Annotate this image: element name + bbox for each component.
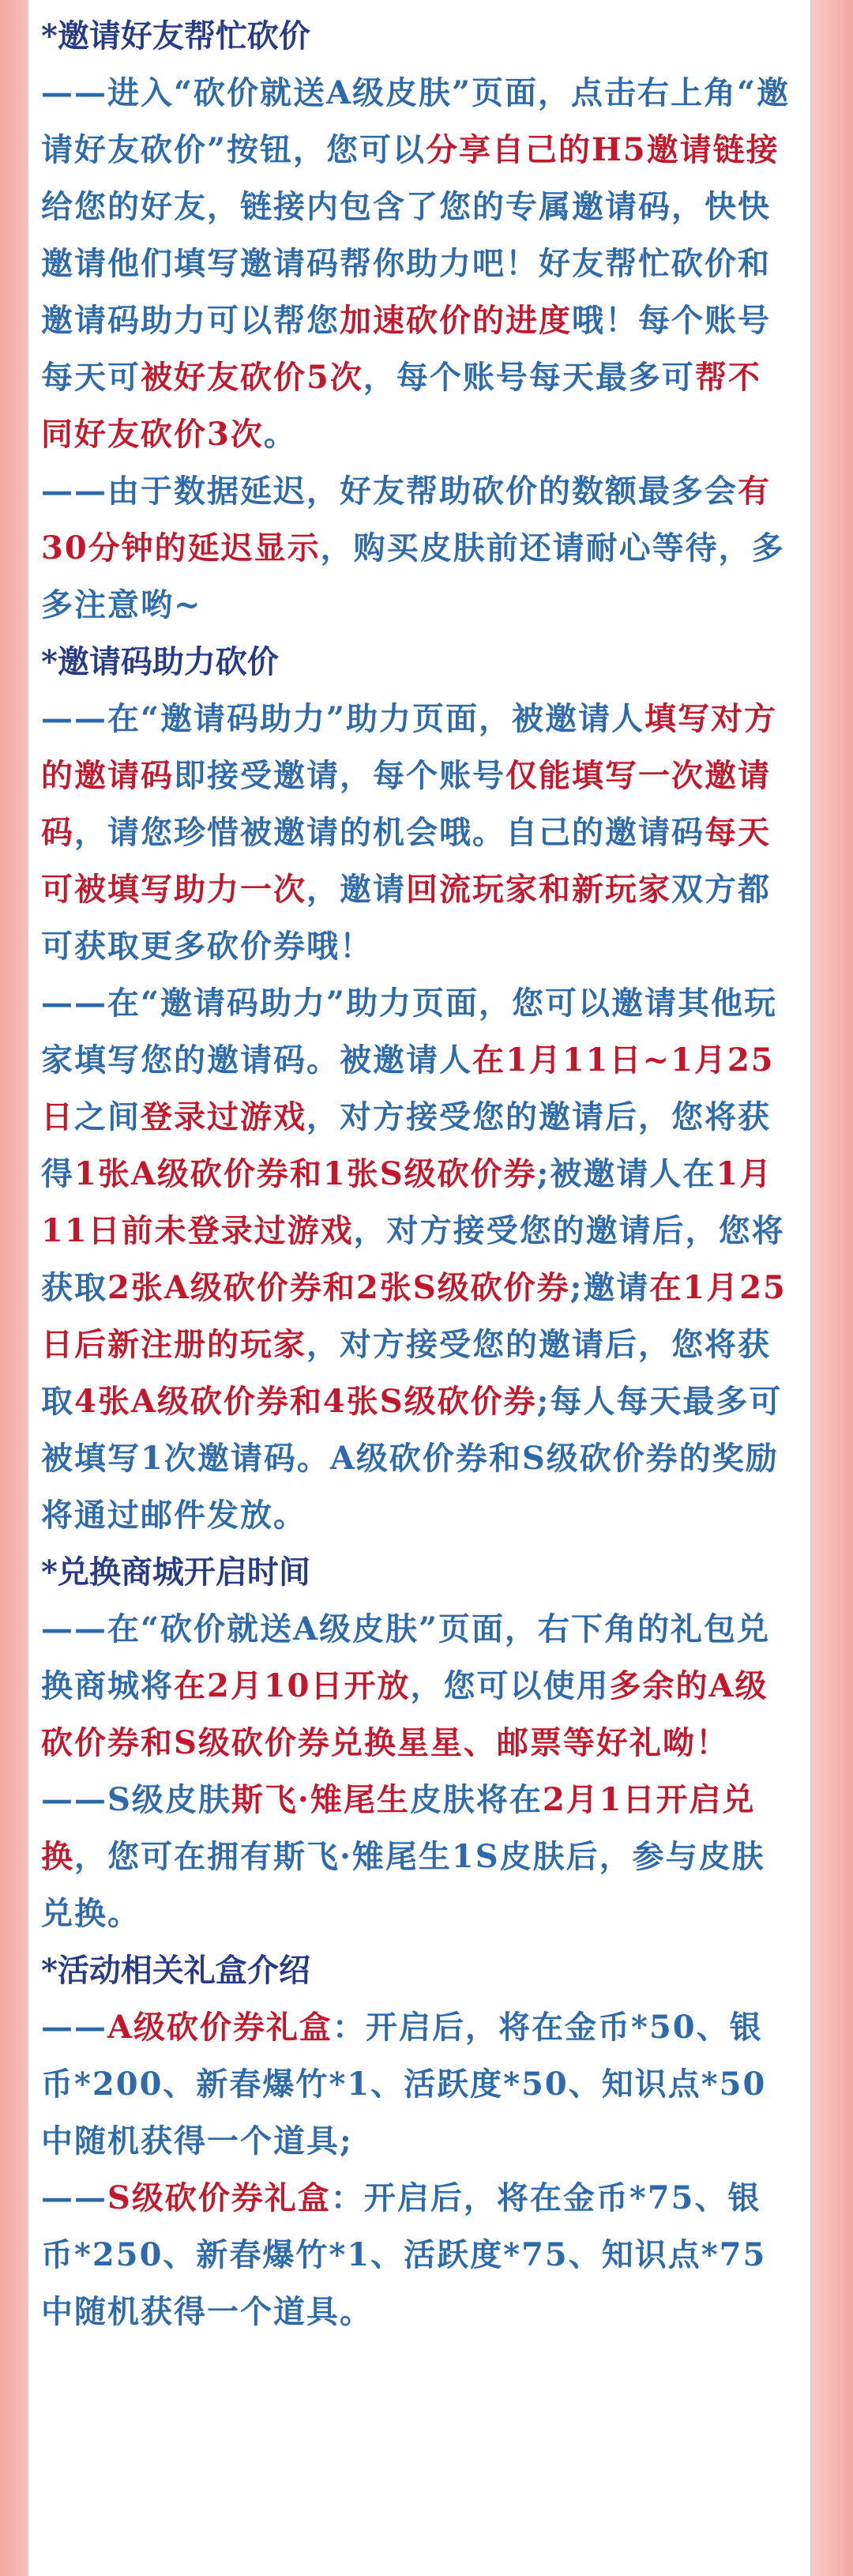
text-run: ，您可在拥有斯飞·雉尾生1S皮肤后，参与皮肤兑换。 (41, 1838, 765, 1932)
highlight-text: 登录过游戏 (141, 1098, 306, 1135)
text-run: ;每人每天最多可被填写1次邀请码。A级砍价券和S级砍价券的奖励将通过邮件发放。 (41, 1383, 783, 1534)
highlight-text: A级砍价券礼盒 (107, 2009, 333, 2046)
text-run: 哦！每个账号每天可 (41, 302, 771, 396)
highlight-text: 回流玩家和新玩家 (406, 871, 671, 908)
content-panel (27, 0, 812, 2576)
text-run: ，您可以使用 (410, 1667, 610, 1704)
highlight-text: 在1月25日后新注册的玩家 (41, 1269, 787, 1363)
highlight-text: 有30分钟的延迟显示 (41, 473, 771, 567)
text-run: 之间 (74, 1098, 141, 1135)
paragraph (41, 1999, 793, 2170)
highlight-text: 2张A级砍价券和2张S级砍价券 (107, 1269, 570, 1306)
text-run: ——在“邀请码助力”助力页面，被邀请人 (41, 700, 645, 737)
text-run: ，每个账号每天最多可 (363, 359, 695, 396)
text-run: —— (41, 2179, 107, 2216)
text-run: 皮肤将在 (409, 1781, 543, 1818)
paragraph (41, 65, 793, 463)
text-run: 双方都可获取更多砍价券哦！ (41, 871, 771, 965)
text-run: —— (41, 2009, 107, 2046)
highlight-text: 在2月10日开放 (174, 1667, 411, 1704)
text-run: ，对方接受您的邀请后，您将获取 (41, 1326, 771, 1420)
highlight-text: 加速砍价的进度 (340, 302, 572, 339)
highlight-text: 分享自己的H5邀请链接 (426, 131, 780, 168)
section-heading-gift-boxes: *活动相关礼盒介绍 (41, 1952, 310, 1989)
section-heading-exchange-shop: *兑换商城开启时间 (41, 1554, 310, 1591)
highlight-text: 1张A级砍价券和1张S级砍价券 (74, 1155, 537, 1192)
text-run: ，邀请 (306, 871, 406, 908)
text-run: ——S级皮肤 (41, 1781, 231, 1818)
highlight-text: 被好友砍价5次 (141, 359, 363, 396)
text-run: 即接受邀请，每个账号 (174, 757, 505, 794)
highlight-text: 多余的A级砍价券和S级砍价券兑换星星、邮票等好礼呦！ (41, 1667, 768, 1761)
text-run: ;邀请 (569, 1269, 650, 1306)
text-run: ，购买皮肤前还请耐心等待，多多注意哟~ (41, 529, 785, 623)
section-heading-invite-code: *邀请码助力砍价 (41, 643, 279, 680)
highlight-text: 仅能填写一次邀请码 (41, 757, 771, 851)
section-heading-invite-friends: *邀请好友帮忙砍价 (41, 17, 310, 55)
paragraph (41, 1772, 793, 1942)
highlight-text: 每天可被填写助力一次 (41, 814, 771, 908)
paragraph (41, 691, 793, 975)
text-run: ，对方接受您的邀请后，您将获得 (41, 1098, 771, 1192)
text-run: ，对方接受您的邀请后，您将获取 (41, 1212, 785, 1306)
text-run: ——在“邀请码助力”助力页面，您可以邀请其他玩家填写您的邀请码。被邀请人 (41, 985, 778, 1079)
text-run: ;被邀请人在 (536, 1155, 716, 1192)
text-run: ，请您珍惜被邀请的机会哦。自己的邀请码 (74, 814, 705, 851)
text-run: ——进入“砍价就送A级皮肤”页面，点击右上角“邀请好友砍价”按钮，您可以 (41, 74, 791, 168)
highlight-text: 在1月11日~1月25日 (41, 1041, 775, 1135)
paragraph (41, 2170, 793, 2341)
text-run: ：开启后，将在金币*50、银币*200、新春爆竹*1、活跃度*50、知识点*50中随机获得一个道具; (41, 2009, 767, 2160)
highlight-text: S级砍价券礼盒 (107, 2179, 331, 2216)
text-run: ：开启后，将在金币*75、银币*250、新春爆竹*1、活跃度*75、知识点*75中随机获得一个道具。 (41, 2179, 767, 2330)
text-run: 。 (263, 416, 297, 453)
highlight-text: 1月11日前未登录过游戏 (41, 1155, 773, 1249)
text-run: ——由于数据延迟，好友帮助砍价的数额最多会 (41, 473, 738, 510)
highlight-text: 填写对方的邀请码 (41, 700, 778, 794)
highlight-text: 斯飞·雉尾生 (231, 1781, 410, 1818)
highlight-text: 4张A级砍价券和4张S级砍价券 (74, 1383, 537, 1420)
highlight-text: 帮不同好友砍价3次 (41, 359, 761, 453)
paragraph (41, 975, 793, 1544)
highlight-text: 2月1日开启兑换 (41, 1781, 756, 1875)
text-run: ——在“砍价就送A级皮肤”页面，右下角的礼包兑换商城将 (41, 1610, 771, 1704)
paragraph (41, 463, 793, 634)
paragraph (41, 1601, 793, 1772)
text-run: 给您的好友，链接内包含了您的专属邀请码，快快邀请他们填写邀请码帮你助力吧！好友帮忙砍价和邀请码助力可以帮您 (41, 188, 771, 339)
